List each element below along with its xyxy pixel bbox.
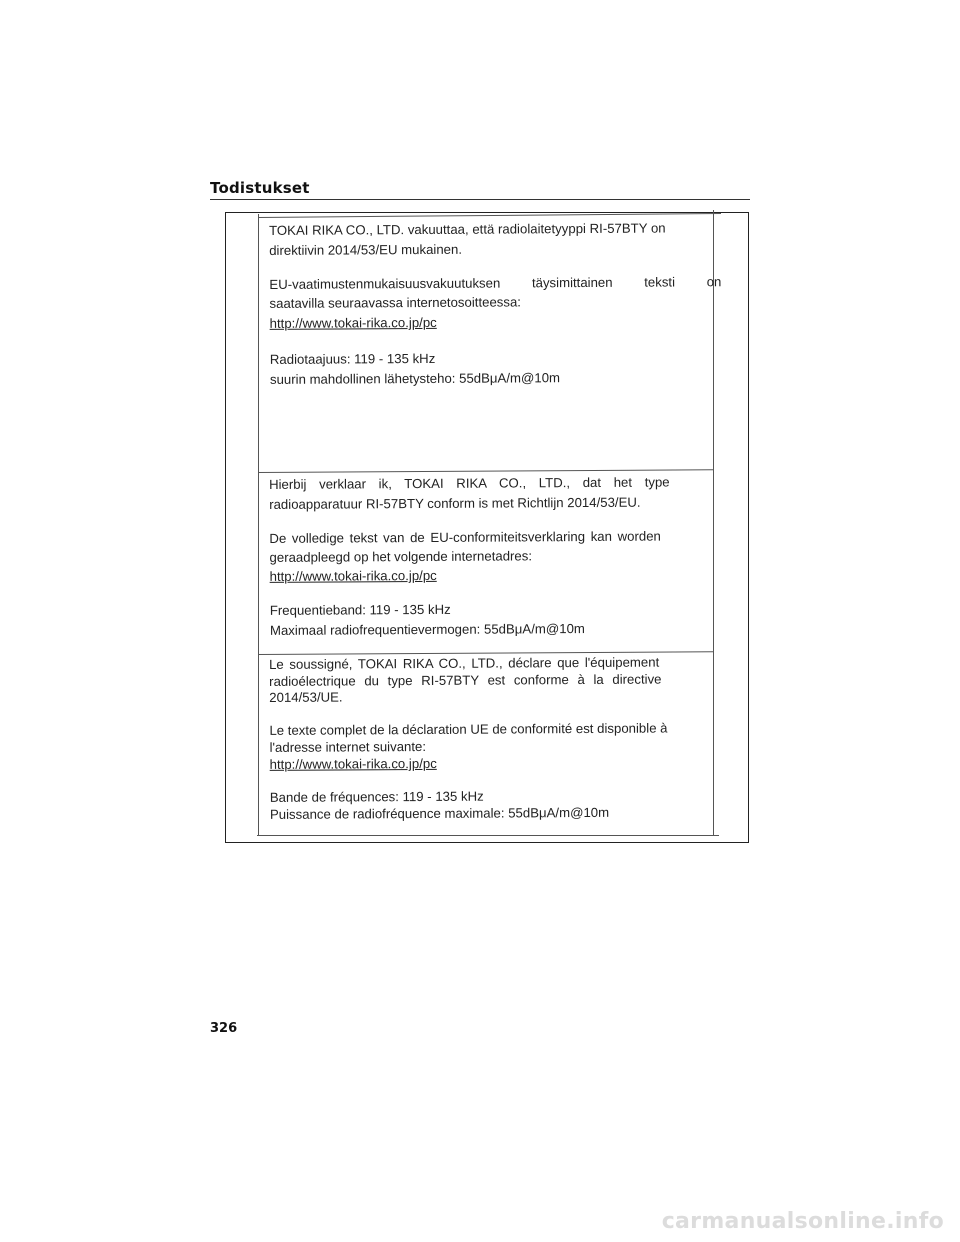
declaration-line: Puissance de radiofréquence maximale: 55dBμA/m@10m [269,804,610,822]
declaration-line: TOKAI RIKA CO., LTD. vakuuttaa, että radiolaitetyyppi RI-57BTY on [269,220,666,238]
declaration-line: suurin mahdollinen lähetysteho: 55dBμA/m@10m [269,370,561,387]
section-title: Todistukset [210,179,310,197]
scan-corner-mark [258,214,259,220]
declaration-link[interactable]: http://www.tokai-rika.co.jp/pc [269,314,437,331]
scan-bottom-border [257,835,719,836]
declaration-line: radioélectrique du type RI-57BTY est conforme à la directive [269,671,662,689]
declaration-link[interactable]: http://www.tokai-rika.co.jp/pc [269,567,437,584]
declaration-line: saatavilla seuraavassa internetosoitteessa: [269,294,521,311]
scanned-declaration [258,217,722,835]
declaration-line: geraadpleegd op het volgende internetadres: [269,548,533,565]
declaration-line: 2014/53/UE. [269,689,343,705]
watermark: carmanualsonline.info [661,1209,944,1234]
declaration-line: De volledige tekst van de EU-conformiteitsverklaring kan worden [269,528,661,546]
declaration-nl [259,472,714,651]
declaration-line: Radiotaajuus: 119 - 135 kHz [269,350,436,367]
declaration-line: Bande de fréquences: 119 - 135 kHz [269,788,484,805]
declaration-line: Frequentieband: 119 - 135 kHz [269,601,451,618]
declaration-line: EU-vaatimustenmukaisuusvakuutuksen täysimittainen teksti on [269,274,722,292]
declaration-line: Maximaal radiofrequentievermogen: 55dBμA/m@10m [269,621,585,638]
declaration-line: Le soussigné, TOKAI RIKA CO., LTD., déclare que l'équipement [268,654,660,672]
scan-corner-mark [713,210,714,217]
title-rule [210,199,750,200]
declaration-line: radioapparatuur RI-57BTY conform is met Richtlijn 2014/53/EU. [269,494,641,512]
page-number: 326 [210,1021,238,1036]
declaration-link[interactable]: http://www.tokai-rika.co.jp/pc [269,755,437,772]
declaration-line: Hierbij verklaar ik, TOKAI RIKA CO., LTD., dat het type [269,474,670,492]
declaration-fi [259,218,722,471]
declaration-line: Le texte complet de la déclaration UE de conformité est disponible à [269,720,668,738]
declaration-line: direktiivin 2014/53/EU mukainen. [269,241,463,258]
declaration-line: l'adresse internet suivante: [269,738,427,755]
declaration-fr [259,654,714,833]
